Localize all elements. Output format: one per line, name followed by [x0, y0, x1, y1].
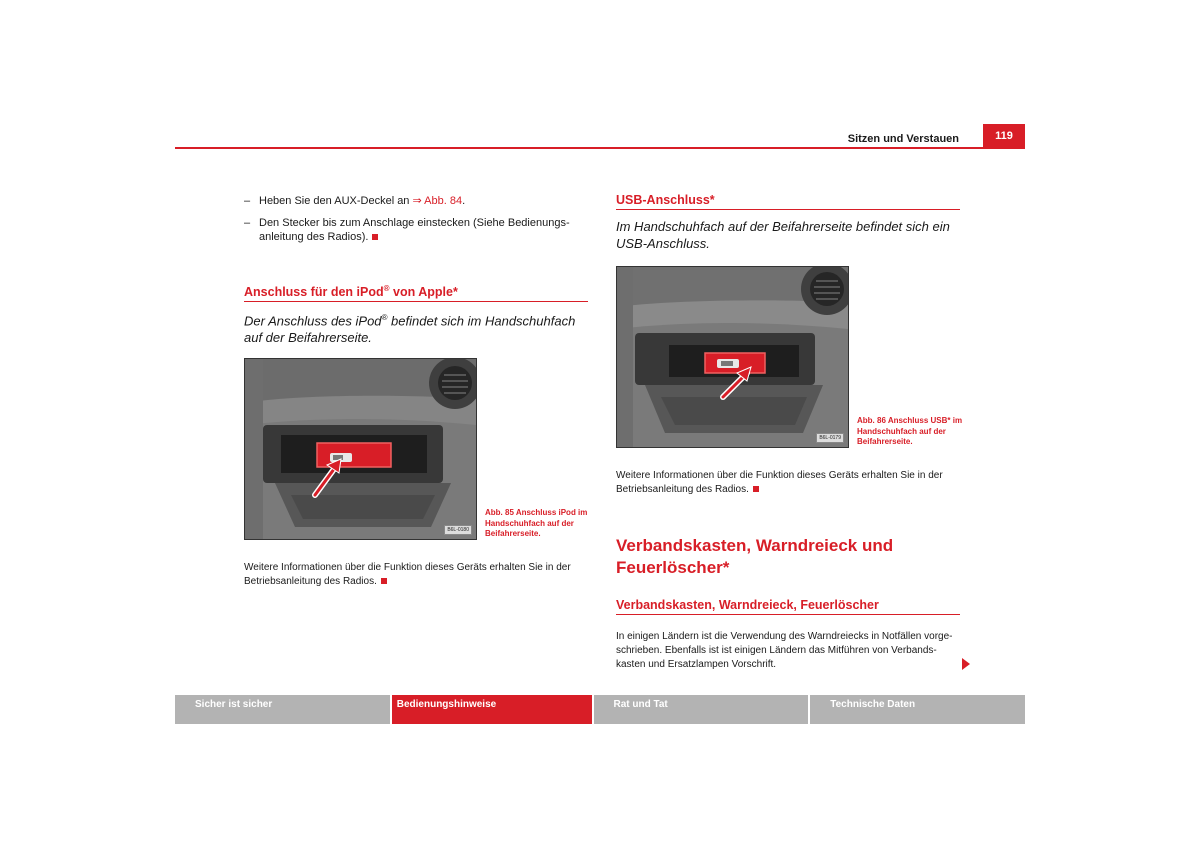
list-item: – Den Stecker bis zum Anschlage einstecken (Siehe Bedienungs-anleitung des Radios). — [244, 217, 570, 243]
glovebox-usb-illustration — [617, 267, 848, 447]
glovebox-ipod-illustration — [245, 359, 476, 539]
usb-intro: Im Handschuhfach auf der Beifahrerseite befindet sich ein USB-Anschluss. — [616, 219, 950, 251]
chapter-tab[interactable]: Technische Daten — [810, 695, 1025, 724]
ipod-heading: Anschluss für den iPod® von Apple* — [244, 284, 588, 302]
aux-instructions — [244, 194, 588, 244]
continue-arrow-icon[interactable] — [962, 658, 970, 670]
end-of-section-icon — [381, 578, 387, 584]
first-aid-subheading: Verbandskasten, Warndreieck, Feuerlöscher — [616, 598, 960, 615]
ipod-note: Weitere Informationen über die Funktion dieses Geräts erhalten Sie in der Betriebsanleitung des Radios. — [244, 562, 571, 587]
chapter-tab[interactable]: Sicher ist sicher — [175, 695, 390, 724]
chapter-nav — [175, 695, 1025, 724]
section-title: Sitzen und Verstauen — [847, 133, 959, 145]
list-item: – Heben Sie den AUX-Deckel an ⇒ Abb. 84. — [244, 195, 466, 207]
chapter-tab-active[interactable]: Bedienungshinweise — [392, 695, 592, 724]
page-number: 119 — [983, 124, 1025, 148]
end-of-section-icon — [372, 234, 378, 240]
header-rule — [175, 147, 1025, 149]
figure-caption: Abb. 86 Anschluss USB* im Handschuhfach auf der Beifahrerseite. — [857, 416, 963, 446]
figure-code: B6L-0179 — [816, 433, 844, 443]
usb-note: Weitere Informationen über die Funktion dieses Geräts erhalten Sie in der Betriebsanleitung des Radios. — [616, 470, 943, 495]
figure-reference-link[interactable]: ⇒ Abb. 84 — [412, 195, 463, 207]
figure-code: B6L-0180 — [444, 525, 472, 535]
section-heading: Verbandskasten, Warndreieck und Feuerlöscher* — [616, 536, 894, 577]
figure-caption: Abb. 85 Anschluss iPod im Handschuhfach auf der Beifahrerseite. — [485, 508, 588, 538]
ipod-figure — [244, 358, 477, 540]
chapter-tab[interactable]: Rat und Tat — [594, 695, 809, 724]
first-aid-text: In einigen Ländern ist die Verwendung des Warndreiecks in Notfällen vorge-schrieben. Ebenfalls ist ist einigen Ländern das Mitführen von Verbands-kasten und Ersatzlampen Vorschrift. — [616, 631, 953, 670]
usb-figure — [616, 266, 849, 448]
end-of-section-icon — [753, 486, 759, 492]
ipod-intro: Der Anschluss des iPod® befindet sich im Handschuhfach auf der Beifahrerseite. — [244, 313, 576, 346]
usb-heading: USB-Anschluss* — [616, 193, 960, 210]
